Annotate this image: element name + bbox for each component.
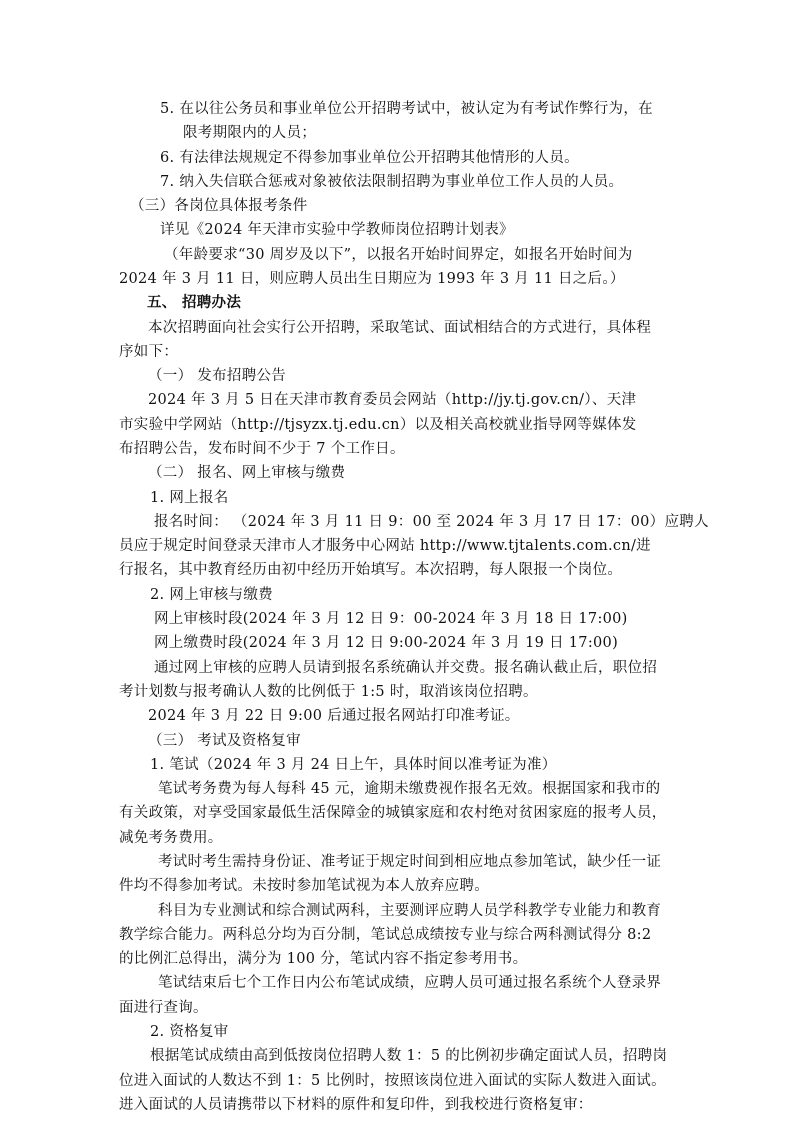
text-line: （二） 报名、网上审核与缴费 [148, 465, 346, 481]
text-line: 教学综合能力。两科总分均为百分制，笔试总成绩按专业与综合两科测试得分 8:2 [119, 927, 652, 943]
text-line: 限考期限内的人员； [183, 125, 317, 141]
text-line: （三） 考试及资格复审 [148, 733, 301, 749]
text-line: 有关政策，对享受国家最低生活保障金的城镇家庭和农村绝对贫困家庭的报考人员， [119, 805, 667, 821]
text-line: 件均不得参加考试。未按时参加笔试视为本人放弃应聘。 [119, 878, 489, 894]
text-line: 五、 招聘办法 [147, 294, 242, 311]
text-line: 网上审核时段(2024 年 3 月 12 日 9：00-2024 年 3 月 18 日 17:00) [154, 611, 628, 627]
text-line: 1. 笔试（2024 年 3 月 24 日上午，具体时间以准考证为准） [150, 757, 557, 773]
text-line: 员应于规定时间登录天津市人才服务中心网站 http://www.tjtalents.com.cn/进 [119, 538, 651, 554]
text-line: 行报名，其中教育经历由初中经历开始填写。本次招聘，每人限报一个岗位。 [119, 562, 623, 578]
text-line: （三）各岗位具体报考条件 [130, 198, 308, 214]
text-line: 7. 纳入失信联合惩戒对象被依法限制招聘为事业单位工作人员的人员。 [160, 174, 624, 190]
text-line: 报名时间： （2024 年 3 月 11 日 9：00 至 2024 年 3 月 17 日 17：00）应聘人 [154, 514, 709, 530]
text-line: 序如下： [119, 344, 179, 360]
text-line: 布招聘公告，发布时间不少于 7 个工作日。 [119, 441, 405, 457]
text-line: 详见《2024 年天津市实验中学教师岗位招聘计划表》 [160, 222, 514, 238]
text-line: 2. 资格复审 [150, 1024, 229, 1040]
text-line: 面进行查询。 [119, 1000, 208, 1016]
text-line: 市实验中学网站（http://tjsyzx.tj.edu.cn）以及相关高校就业指导网等媒体发 [119, 417, 637, 433]
text-line: 通过网上审核的应聘人员请到报名系统确认并交费。报名确认截止后，职位招 [154, 660, 658, 676]
text-line: 笔试结束后七个工作日内公布笔试成绩，应聘人员可通过报名系统个人登录界 [158, 975, 662, 991]
text-line: 2024 年 3 月 5 日在天津市教育委员会网站（http://jy.tj.gov.cn/）、天津 [148, 392, 637, 408]
text-line: 6. 有法律法规规定不得参加事业单位公开招聘其他情形的人员。 [160, 150, 579, 166]
text-line: 位进入面试的人数达不到 1：5 比例时，按照该岗位进入面试的实际人数进入面试。 [119, 1073, 666, 1089]
text-line: 考试时考生需持身份证、准考证于规定时间到相应地点参加笔试，缺少任一证 [158, 854, 662, 870]
text-line: 2024 年 3 月 11 日，则应聘人员出生日期应为 1993 年 3 月 11 日之后。） [119, 271, 625, 287]
text-line: 网上缴费时段(2024 年 3 月 12 日 9:00-2024 年 3 月 19 日 17:00) [154, 635, 619, 651]
text-line: （年龄要求“30 周岁及以下”，以报名开始时间界定，如报名开始时间为 [164, 247, 633, 263]
text-line: 1. 网上报名 [150, 490, 229, 506]
text-line: 本次招聘面向社会实行公开招聘，采取笔试、面试相结合的方式进行，具体程 [148, 320, 652, 336]
text-line: 进入面试的人员请携带以下材料的原件和复印件，到我校进行资格复审： [119, 1097, 593, 1113]
text-line: （一） 发布招聘公告 [148, 368, 287, 384]
text-line: 科目为专业测试和综合测试两科，主要测评应聘人员学科教学专业能力和教育 [158, 903, 662, 919]
text-line: 减免考务费用。 [119, 830, 223, 846]
text-line: 2024 年 3 月 22 日 9:00 后通过报名网站打印准考证。 [148, 708, 520, 724]
text-line: 考计划数与报考确认人数的比例低于 1:5 时，取消该岗位招聘。 [119, 684, 538, 700]
text-line: 根据笔试成绩由高到低按岗位招聘人数 1：5 的比例初步确定面试人员，招聘岗 [150, 1048, 668, 1064]
text-line: 5. 在以往公务员和事业单位公开招聘考试中，被认定为有考试作弊行为，在 [160, 101, 653, 117]
text-line: 2. 网上审核与缴费 [150, 587, 273, 603]
text-line: 笔试考务费为每人每科 45 元，逾期未缴费视作报名无效。根据国家和我市的 [158, 781, 661, 797]
text-line: 的比例汇总得出，满分为 100 分，笔试内容不指定参考用书。 [119, 951, 528, 967]
